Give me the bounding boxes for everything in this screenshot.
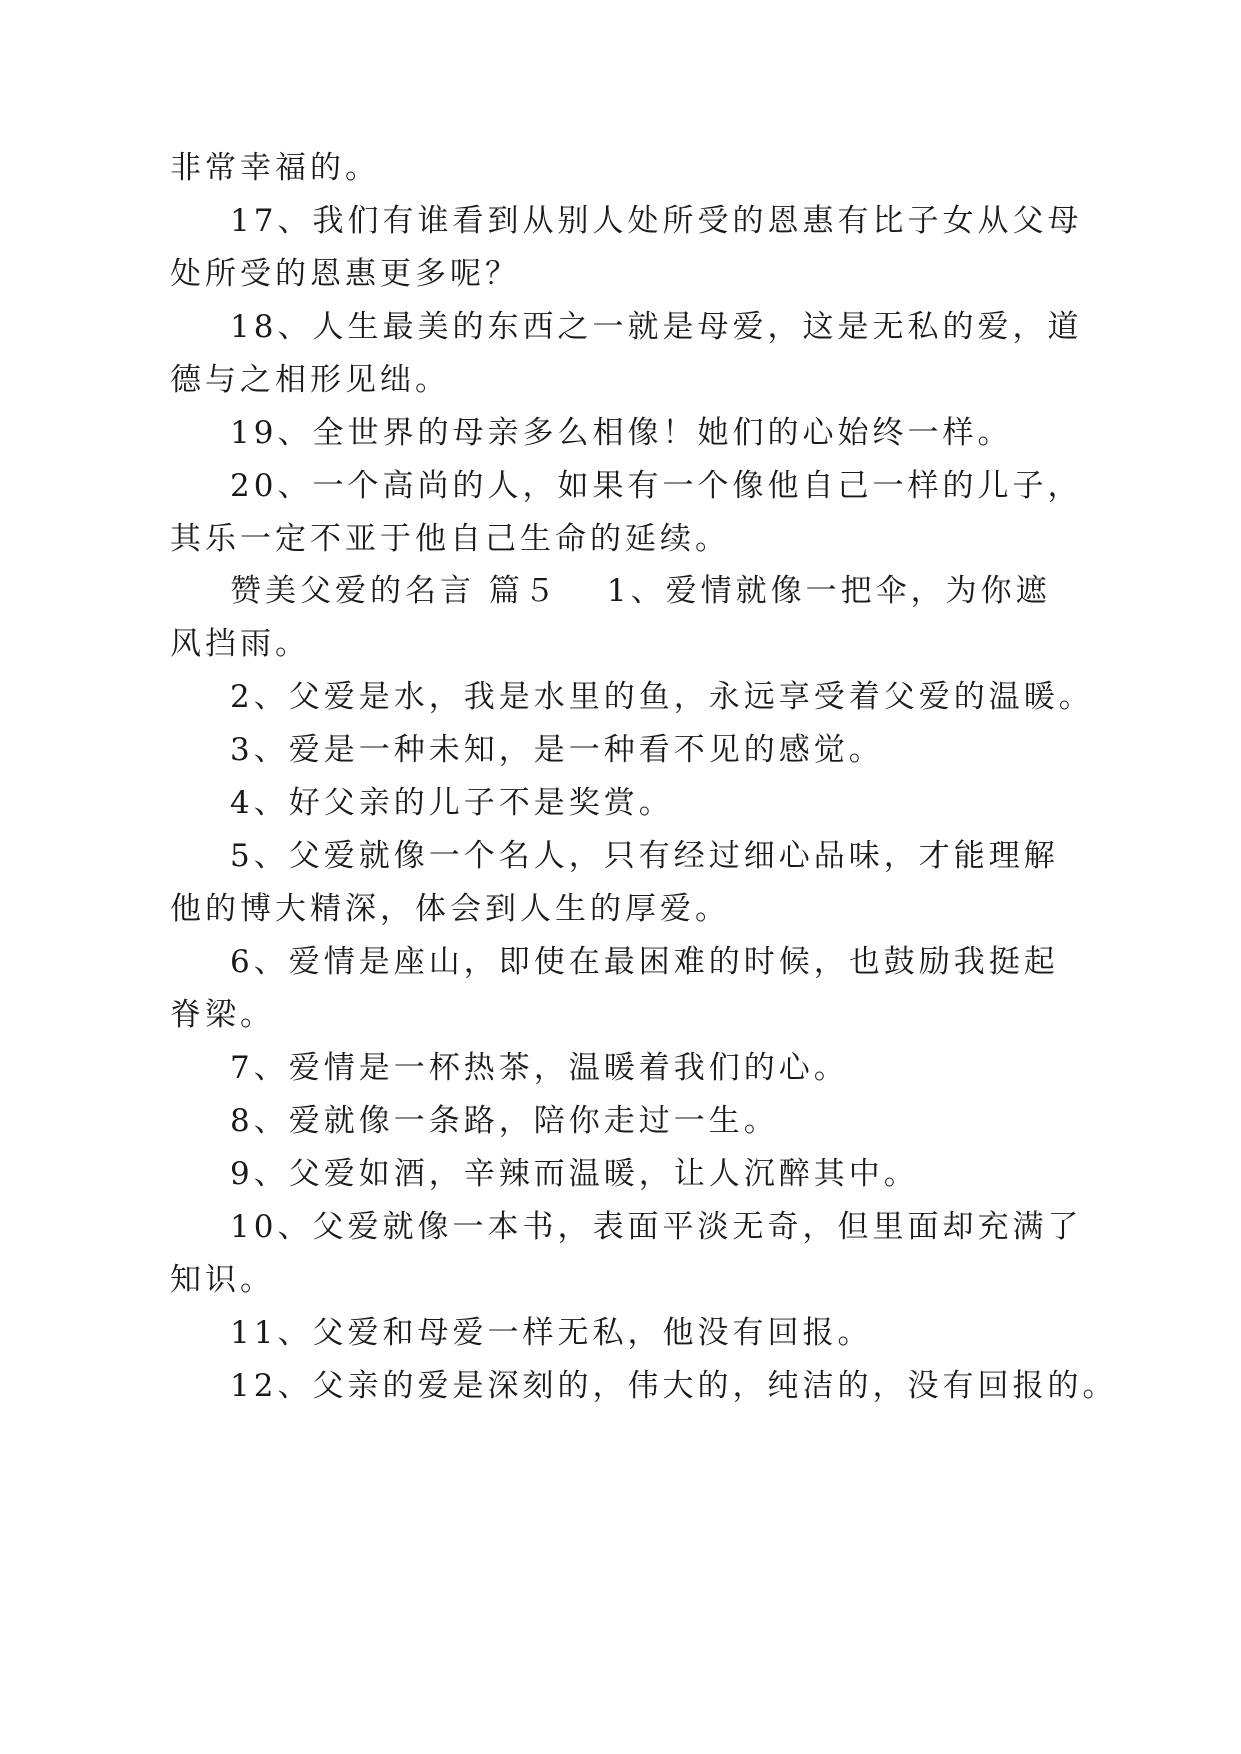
text-line: 2、父爱是水，我是水里的鱼，永远享受着父爱的温暖。 xyxy=(230,679,1094,715)
text-line: 6、爱情是座山，即使在最困难的时候，也鼓励我挺起 xyxy=(230,944,1059,980)
text-line: 9、父爱如酒，辛辣而温暖，让人沉醉其中。 xyxy=(230,1156,919,1192)
text-line: 4、好父亲的儿子不是奖赏。 xyxy=(230,785,674,821)
text-line: 处所受的恩惠更多呢？ xyxy=(170,256,520,292)
text-line: 8、爱就像一条路，陪你走过一生。 xyxy=(230,1103,779,1139)
text-line: 10、父爱就像一本书，表面平淡无奇，但里面却充满了 xyxy=(230,1209,1083,1245)
text-line: 17、我们有谁看到从别人处所受的恩惠有比子女从父母 xyxy=(230,203,1083,239)
text-line: 19、全世界的母亲多么相像！她们的心始终一样。 xyxy=(230,415,1013,451)
text-line: 他的博大精深，体会到人生的厚爱。 xyxy=(170,891,730,927)
text-line: 知识。 xyxy=(170,1262,275,1298)
section-heading: 赞美父爱的名言 篇５ xyxy=(230,573,559,609)
text-line: 风挡雨。 xyxy=(170,626,310,662)
text-line: 11、父爱和母爱一样无私，他没有回报。 xyxy=(230,1315,873,1351)
text-line: 7、爱情是一杯热茶，温暖着我们的心。 xyxy=(230,1050,849,1086)
text-line: 5、父爱就像一个名人，只有经过细心品味，才能理解 xyxy=(230,838,1059,874)
text-line: 3、爱是一种未知，是一种看不见的感觉。 xyxy=(230,732,884,768)
text-line: 脊梁。 xyxy=(170,997,275,1033)
text-line: 12、父亲的爱是深刻的，伟大的，纯洁的，没有回报的。 xyxy=(230,1368,1118,1404)
text-line: 1、爱情就像一把伞，为你遮 xyxy=(606,573,1051,609)
text-line: 20、一个高尚的人，如果有一个像他自己一样的儿子， xyxy=(230,468,1083,504)
text-line: 其乐一定不亚于他自己生命的延续。 xyxy=(170,521,730,557)
text-line: 非常幸福的。 xyxy=(170,150,380,186)
section-heading-line xyxy=(230,571,1051,611)
text-line: 18、人生最美的东西之一就是母爱，这是无私的爱，道 xyxy=(230,309,1083,345)
text-line: 德与之相形见绌。 xyxy=(170,362,450,398)
